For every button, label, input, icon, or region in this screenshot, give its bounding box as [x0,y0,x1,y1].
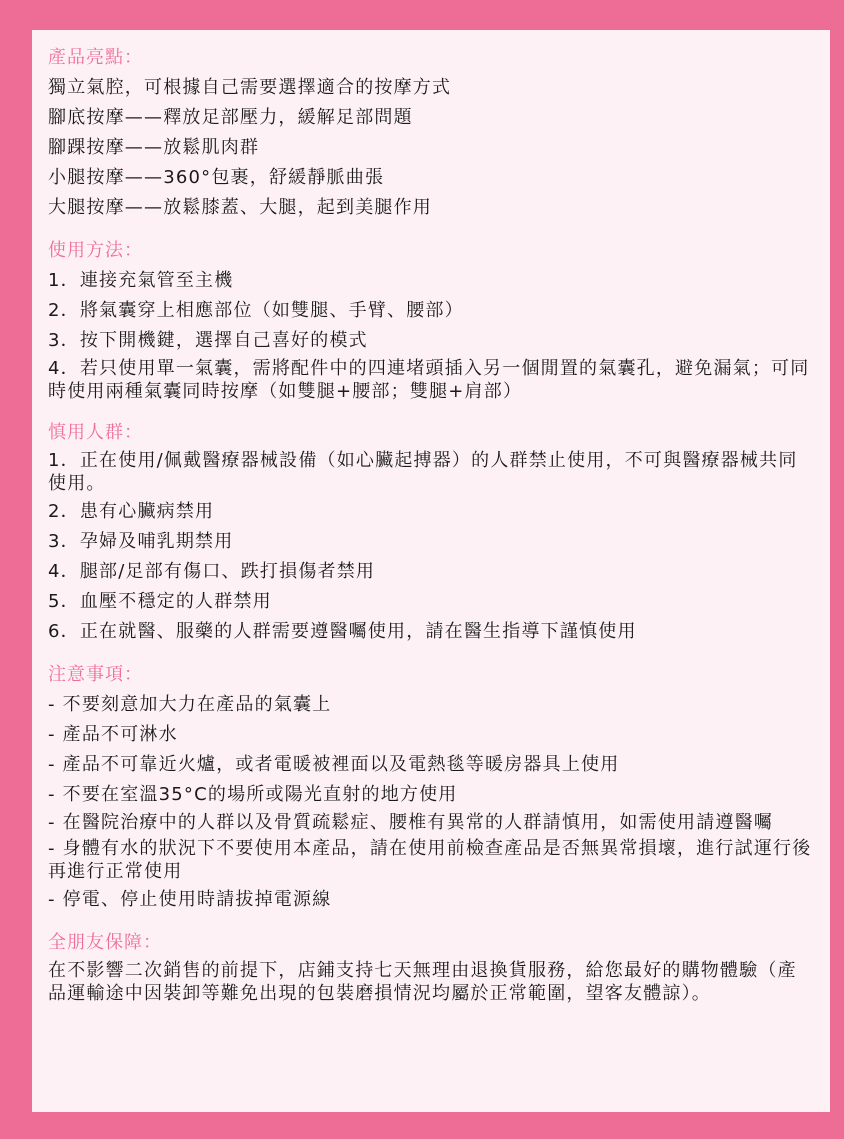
highlight-line: 腳底按摩——釋放足部壓力，緩解足部問題 [48,107,413,128]
highlight-line: 獨立氣腔，可根據自己需要選擇適合的按摩方式 [48,77,452,98]
usage-step: 3．按下開機鍵，選擇自己喜好的模式 [48,330,368,351]
section-guarantee [48,929,814,1005]
note-item: - 不要刻意加大力在產品的氣囊上 [48,694,332,715]
guarantee-text: 在不影響二次銷售的前提下，店鋪支持七天無理由退換貨服務，給您最好的購物體驗（產品運輸途中因裝卸等難免出現的包裝磨損情況均屬於正常範圍，望客友體諒）。 [48,960,797,1004]
highlight-line: 大腿按摩——放鬆膝蓋、大腿，起到美腿作用 [48,197,432,218]
highlight-line: 腳踝按摩——放鬆肌肉群 [48,137,260,158]
note-item: - 不要在室溫35°C的場所或陽光直射的地方使用 [48,784,458,805]
section-heading-caution: 慎用人群： [48,422,143,443]
note-item: - 產品不可淋水 [48,724,178,745]
caution-item: 2．患有心臟病禁用 [48,501,215,522]
section-heading-usage: 使用方法： [48,240,143,261]
caution-item: 4．腿部/足部有傷口、跌打損傷者禁用 [48,561,376,582]
section-heading-guarantee: 全朋友保障： [48,932,162,953]
usage-step: 2．將氣囊穿上相應部位（如雙腿、手臂、腰部） [48,300,464,321]
note-item: - 停電、停止使用時請拔掉電源線 [48,889,332,910]
section-caution-groups [48,419,814,645]
caution-item: 1．正在使用/佩戴醫療器械設備（如心臟起搏器）的人群禁止使用，不可與醫療器械共同使用。 [48,450,798,494]
caution-item: 6．正在就醫、服藥的人群需要遵醫囑使用，請在醫生指導下謹慎使用 [48,621,637,642]
caution-item: 5．血壓不穩定的人群禁用 [48,591,272,612]
usage-step: 4．若只使用單一氣囊，需將配件中的四連堵頭插入另一個閒置的氣囊孔，避免漏氣；可同時使用兩種氣囊同時按摩（如雙腿+腰部；雙腿+肩部） [48,358,810,402]
section-heading-notes: 注意事項： [48,664,143,685]
section-heading-highlights: 產品亮點： [48,47,143,68]
section-highlights [48,44,814,221]
note-item: - 身體有水的狀況下不要使用本產品，請在使用前檢查產品是否無異常損壞，進行試運行後再進行正常使用 [48,838,812,882]
note-item: - 產品不可靠近火爐，或者電暖被裡面以及電熱毯等暖房器具上使用 [48,754,620,775]
highlight-line: 小腿按摩——360°包裹，舒緩靜脈曲張 [48,167,385,188]
section-usage [48,237,814,403]
info-panel [32,30,830,1112]
section-notes [48,661,814,913]
usage-step: 1．連接充氣管至主機 [48,270,234,291]
caution-item: 3．孕婦及哺乳期禁用 [48,531,234,552]
note-item: - 在醫院治療中的人群以及骨質疏鬆症、腰椎有異常的人群請慎用，如需使用請遵醫囑 [48,812,774,833]
